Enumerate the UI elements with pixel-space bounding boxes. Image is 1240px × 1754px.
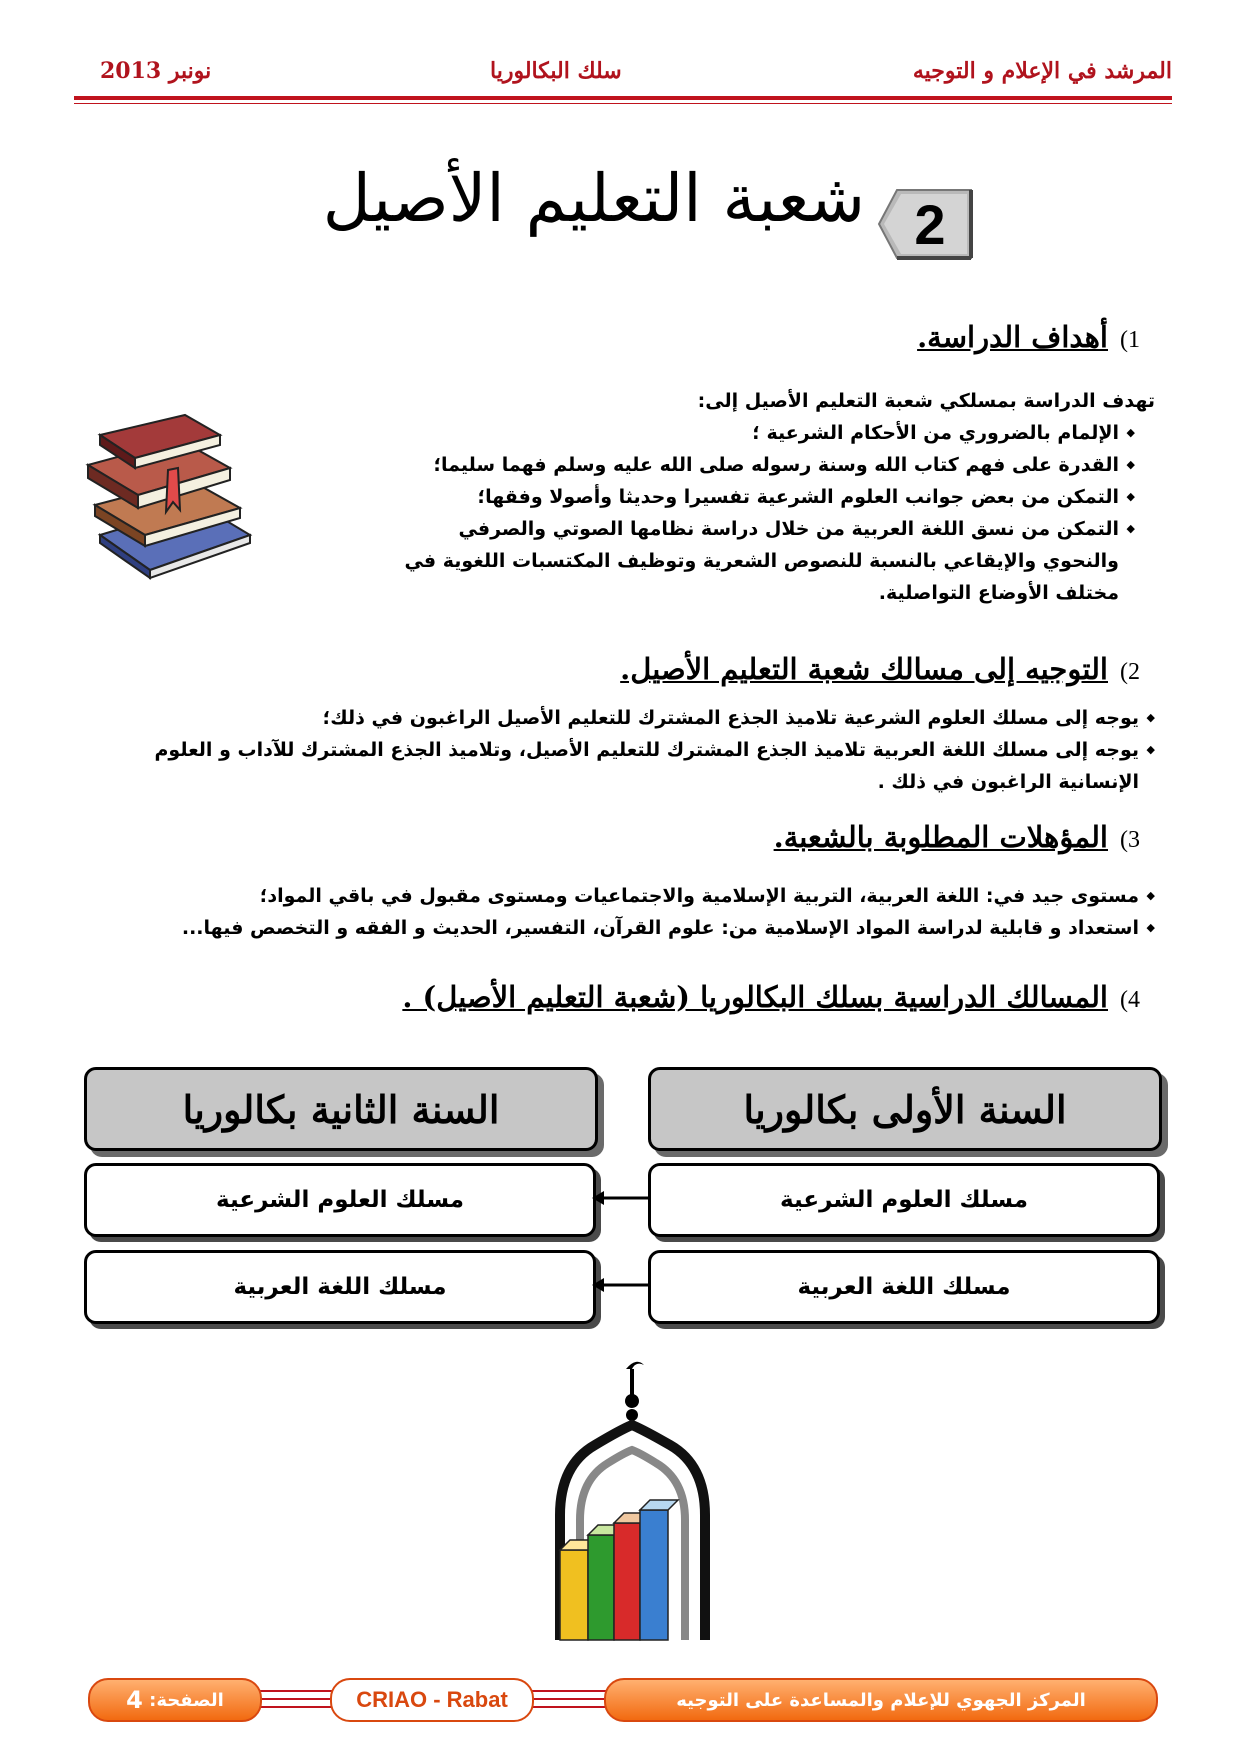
list-item: ◆ يوجه إلى مسلك اللغة العربية تلاميذ الجذع المشترك للتعليم الأصيل، وتلاميذ الجذع المشترك للآداب و العلوم الإنسانية الراغبون في ذلك . <box>125 734 1155 798</box>
list-item: ◆ استعداد و قابلية لدراسة المواد الإسلامية من: علوم القرآن، التفسير، الحديث و الفقه و التخصص فيها... <box>105 912 1155 944</box>
title-number: 2 <box>914 192 946 256</box>
year-2-header: السنة الثانية بكالوريا <box>84 1067 598 1151</box>
header-guide-title: المرشد في الإعلام و التوجيه <box>912 58 1172 84</box>
header-section: سلك البكالوريا <box>490 58 622 84</box>
page-number: 4 <box>126 1686 143 1714</box>
page-label: الصفحة: <box>149 1689 224 1711</box>
section-1-body <box>395 385 1155 609</box>
footer-criao-label: CRIAO - Rabat <box>330 1678 534 1722</box>
section-title: المسالك الدراسية بسلك البكالوريا (شعبة التعليم الأصيل) . <box>402 980 1108 1014</box>
header-rule <box>74 96 1172 100</box>
list-item: ◆ الإلمام بالضروري من الأحكام الشرعية ؛ <box>395 417 1135 449</box>
arrow-left-icon <box>590 1188 650 1208</box>
year-1-track-arabic: مسلك اللغة العربية <box>648 1250 1160 1324</box>
section-heading-2 <box>620 652 1140 686</box>
section-2-body <box>125 702 1155 798</box>
year-2-track-arabic: مسلك اللغة العربية <box>84 1250 596 1324</box>
section-heading-4 <box>402 980 1140 1014</box>
year-1-track-sharia: مسلك العلوم الشرعية <box>648 1163 1160 1237</box>
list-item: ◆ مستوى جيد في: اللغة العربية، التربية الإسلامية والاجتماعيات ومستوى مقبول في باقي المواد؛ <box>105 880 1155 912</box>
header-rule-thin <box>74 103 1172 104</box>
intro-text: تهدف الدراسة بمسلكي شعبة التعليم الأصيل إلى: <box>697 390 1155 412</box>
footer-page-indicator <box>88 1678 262 1722</box>
footer-center-name: المركز الجهوي للإعلام والمساعدة على التوجيه <box>604 1678 1158 1722</box>
section-number: 1) <box>1120 327 1140 353</box>
section-number: 3) <box>1120 827 1140 853</box>
section-title: أهداف الدراسة. <box>917 320 1108 354</box>
header-date: نونبر 2013 <box>100 58 212 84</box>
page-title: شعبة التعليم الأصيل <box>322 160 865 237</box>
mosque-arch-books-icon <box>540 1355 720 1645</box>
list-item: ◆ القدرة على فهم كتاب الله وسنة رسوله صلى الله عليه وسلم فهما سليما؛ <box>395 449 1135 481</box>
list-item: ◆ التمكن من بعض جوانب العلوم الشرعية تفسيرا وحديثا وأصولا وفقها؛ <box>395 481 1135 513</box>
books-stack-icon <box>80 410 260 580</box>
section-heading-1 <box>917 320 1140 354</box>
section-3-body <box>105 880 1155 944</box>
section-title: التوجيه إلى مسالك شعبة التعليم الأصيل. <box>620 652 1108 686</box>
list-item: ◆ التمكن من نسق اللغة العربية من خلال دراسة نظامها الصوتي والصرفي والنحوي والإيقاعي بالنسبة للنصوص الشعرية وتوظيف المكتسبات اللغوية في مختلف الأوضاع التواصلية. <box>395 513 1135 609</box>
section-heading-3 <box>774 820 1140 854</box>
year-1-header: السنة الأولى بكالوريا <box>648 1067 1162 1151</box>
section-number: 4) <box>1120 987 1140 1013</box>
arrow-left-icon <box>590 1275 650 1295</box>
section-number: 2) <box>1120 659 1140 685</box>
section-title: المؤهلات المطلوبة بالشعبة. <box>773 820 1108 854</box>
year-2-track-sharia: مسلك العلوم الشرعية <box>84 1163 596 1237</box>
list-item: ◆ يوجه إلى مسلك العلوم الشرعية تلاميذ الجذع المشترك للتعليم الأصيل الراغبون في ذلك؛ <box>125 702 1155 734</box>
